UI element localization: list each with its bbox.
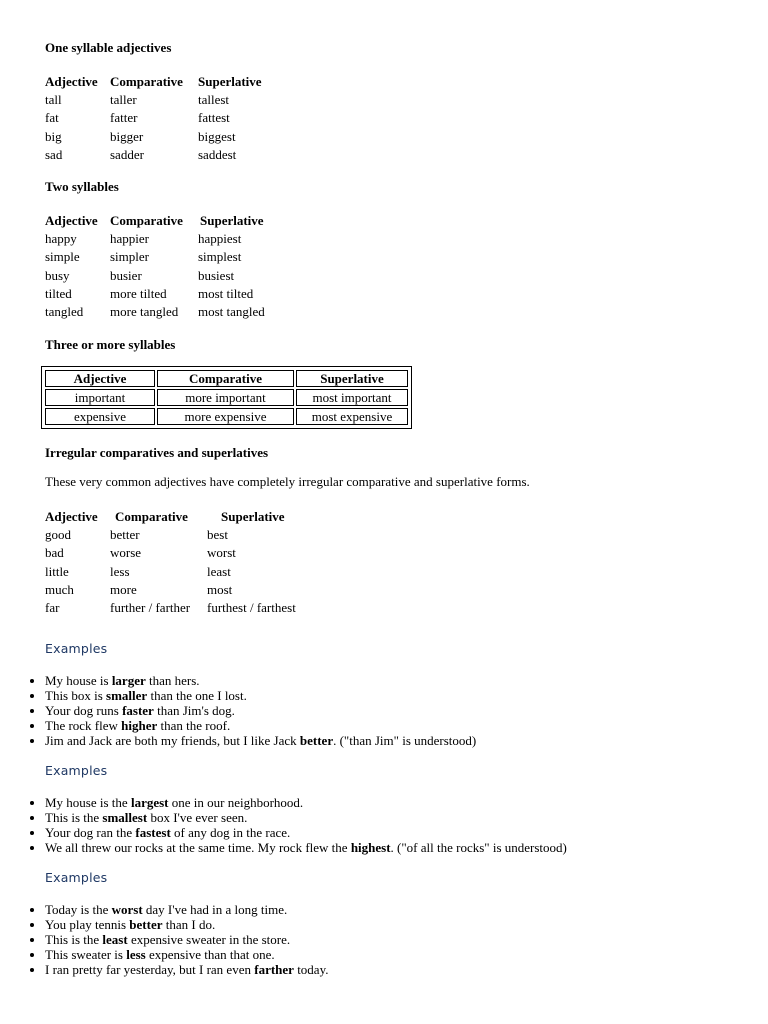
list-item [45, 673, 476, 688]
table-header-cell: Superlative [296, 370, 408, 387]
examples-list [20, 902, 328, 977]
sentence-text: . ("than Jim" is understood) [333, 733, 477, 748]
sentence-text: than Jim's dog. [153, 703, 235, 718]
comparative-cell: more tilted [110, 285, 167, 301]
sentence-text: Your dog ran the [45, 825, 136, 840]
superlative-cell: happiest [198, 231, 242, 246]
table-cell: most expensive [296, 408, 408, 425]
sentence-text: than I do. [162, 917, 216, 932]
col-superlative: Superlative [200, 213, 264, 228]
sentence-text: This box is [45, 688, 107, 703]
table-cell: more important [157, 389, 294, 406]
list-item [45, 840, 567, 855]
comparative-cell: busier [110, 267, 142, 283]
emphasized-word: better [129, 917, 163, 932]
superlative-cell: most tilted [198, 285, 254, 301]
heading-two-syllables: Two syllables [45, 179, 119, 194]
emphasized-word: better [299, 733, 334, 748]
irregular-intro: These very common adjectives have completely irregular comparative and superlative forms. [45, 474, 530, 489]
superlative-cell: busiest [198, 267, 235, 283]
list-item [45, 718, 476, 733]
comparative-cell: more tangled [110, 304, 179, 320]
sentence-text: We all threw our rocks at the same time. My rock flew the [45, 840, 351, 855]
sentence-text: The rock flew [45, 718, 122, 733]
three-syllables-table [41, 366, 412, 429]
adjective-cell: busy [45, 267, 70, 283]
table-cell: expensive [45, 408, 155, 425]
superlative-cell: least [207, 563, 231, 579]
sentence-text: than hers. [145, 673, 200, 688]
adjective-cell: far [45, 600, 60, 616]
emphasized-word: faster [122, 703, 154, 718]
sentence-text: My house is the [45, 795, 131, 810]
col-adjective: Adjective [45, 509, 98, 524]
adjective-cell: big [45, 128, 62, 144]
sentence-text: You play tennis [45, 917, 130, 932]
sentence-text: than the one I lost. [147, 688, 247, 703]
table-body [45, 389, 408, 425]
comparative-cell: better [110, 527, 140, 542]
col-comparative: Comparative [110, 74, 183, 89]
emphasized-word: higher [121, 718, 158, 733]
col-superlative: Superlative [198, 74, 262, 89]
adjective-cell: good [45, 527, 71, 542]
superlative-cell: most tangled [198, 304, 265, 320]
superlative-cell: biggest [198, 128, 236, 144]
superlative-cell: furthest / farthest [207, 600, 296, 616]
adjective-cell: tangled [45, 304, 84, 320]
list-item [45, 795, 567, 810]
list-item [45, 902, 328, 917]
examples-heading: Examples [45, 870, 108, 885]
adjective-cell: bad [45, 545, 64, 561]
superlative-cell: simplest [198, 249, 242, 265]
heading-one-syllable: One syllable adjectives [45, 40, 172, 55]
emphasized-word: highest [350, 840, 391, 855]
adjective-cell: much [45, 581, 74, 597]
emphasized-word: less [126, 947, 146, 962]
list-item [45, 688, 476, 703]
superlative-cell: most [207, 581, 233, 597]
sentence-text: My house is [45, 673, 112, 688]
sentence-text: This is the [45, 932, 103, 947]
table-header-cell: Adjective [45, 370, 155, 387]
table-cell: more expensive [157, 408, 294, 425]
sentence-text: This is the [45, 810, 103, 825]
comparative-cell: less [110, 563, 130, 579]
comparative-cell: more [110, 581, 137, 597]
superlative-cell: worst [207, 545, 236, 561]
table-cell: most important [296, 389, 408, 406]
list-item [45, 947, 328, 962]
adjective-cell: tall [45, 92, 62, 107]
adjective-cell: simple [45, 249, 80, 265]
sentence-text: I ran pretty far yesterday, but I ran even [45, 962, 255, 977]
adjective-cell: little [45, 563, 69, 579]
col-adjective: Adjective [45, 213, 98, 228]
table-header-cell: Comparative [157, 370, 294, 387]
list-item [45, 962, 328, 977]
emphasized-word: larger [111, 673, 146, 688]
emphasized-word: largest [130, 795, 169, 810]
list-item [45, 703, 476, 718]
list-item [45, 733, 476, 748]
list-item [45, 825, 567, 840]
comparative-cell: simpler [110, 249, 149, 265]
sentence-text: expensive sweater in the store. [127, 932, 291, 947]
adjective-cell: sad [45, 146, 63, 162]
sentence-text: today. [293, 962, 329, 977]
col-adjective: Adjective [45, 74, 98, 89]
superlative-cell: fattest [198, 110, 230, 126]
adjective-cell: fat [45, 110, 59, 126]
comparative-cell: fatter [110, 110, 138, 126]
emphasized-word: farther [254, 962, 294, 977]
heading-three-syllables: Three or more syllables [45, 337, 176, 352]
col-superlative: Superlative [221, 509, 285, 524]
list-item [45, 932, 328, 947]
list-item [45, 810, 567, 825]
adjective-cell: happy [45, 231, 77, 246]
col-comparative: Comparative [110, 213, 183, 228]
sentence-text: . ("of all the rocks" is understood) [390, 840, 567, 855]
heading-irregular: Irregular comparatives and superlatives [45, 445, 269, 460]
comparative-cell: further / farther [110, 600, 191, 616]
emphasized-word: least [102, 932, 128, 947]
table-header-row [45, 370, 408, 387]
sentence-text: of any dog in the race. [170, 825, 291, 840]
emphasized-word: smaller [106, 688, 148, 703]
emphasized-word: smallest [102, 810, 148, 825]
comparative-cell: bigger [110, 128, 144, 144]
superlative-cell: tallest [198, 92, 230, 107]
sentence-text: This sweater is [45, 947, 127, 962]
table-row [45, 389, 408, 406]
examples-list [20, 673, 476, 748]
examples-heading: Examples [45, 641, 108, 656]
emphasized-word: fastest [135, 825, 171, 840]
list-item [45, 917, 328, 932]
examples-list [20, 795, 567, 855]
emphasized-word: worst [111, 902, 143, 917]
table-row [45, 408, 408, 425]
adjective-cell: tilted [45, 285, 72, 301]
sentence-text: than the roof. [157, 718, 231, 733]
examples-heading: Examples [45, 763, 108, 778]
comparative-cell: worse [110, 545, 142, 561]
sentence-text: Your dog runs [45, 703, 123, 718]
sentence-text: Today is the [45, 902, 112, 917]
sentence-text: day I've had in a long time. [142, 902, 288, 917]
sentence-text: box I've ever seen. [147, 810, 248, 825]
sentence-text: Jim and Jack are both my friends, but I like Jack [45, 733, 300, 748]
superlative-cell: best [207, 527, 228, 542]
sentence-text: one in our neighborhood. [168, 795, 304, 810]
comparative-cell: taller [110, 92, 137, 107]
table-cell: important [45, 389, 155, 406]
superlative-cell: saddest [198, 146, 237, 162]
col-comparative: Comparative [115, 509, 188, 524]
comparative-cell: happier [110, 231, 149, 246]
sentence-text: expensive than that one. [145, 947, 275, 962]
comparative-cell: sadder [110, 146, 144, 162]
